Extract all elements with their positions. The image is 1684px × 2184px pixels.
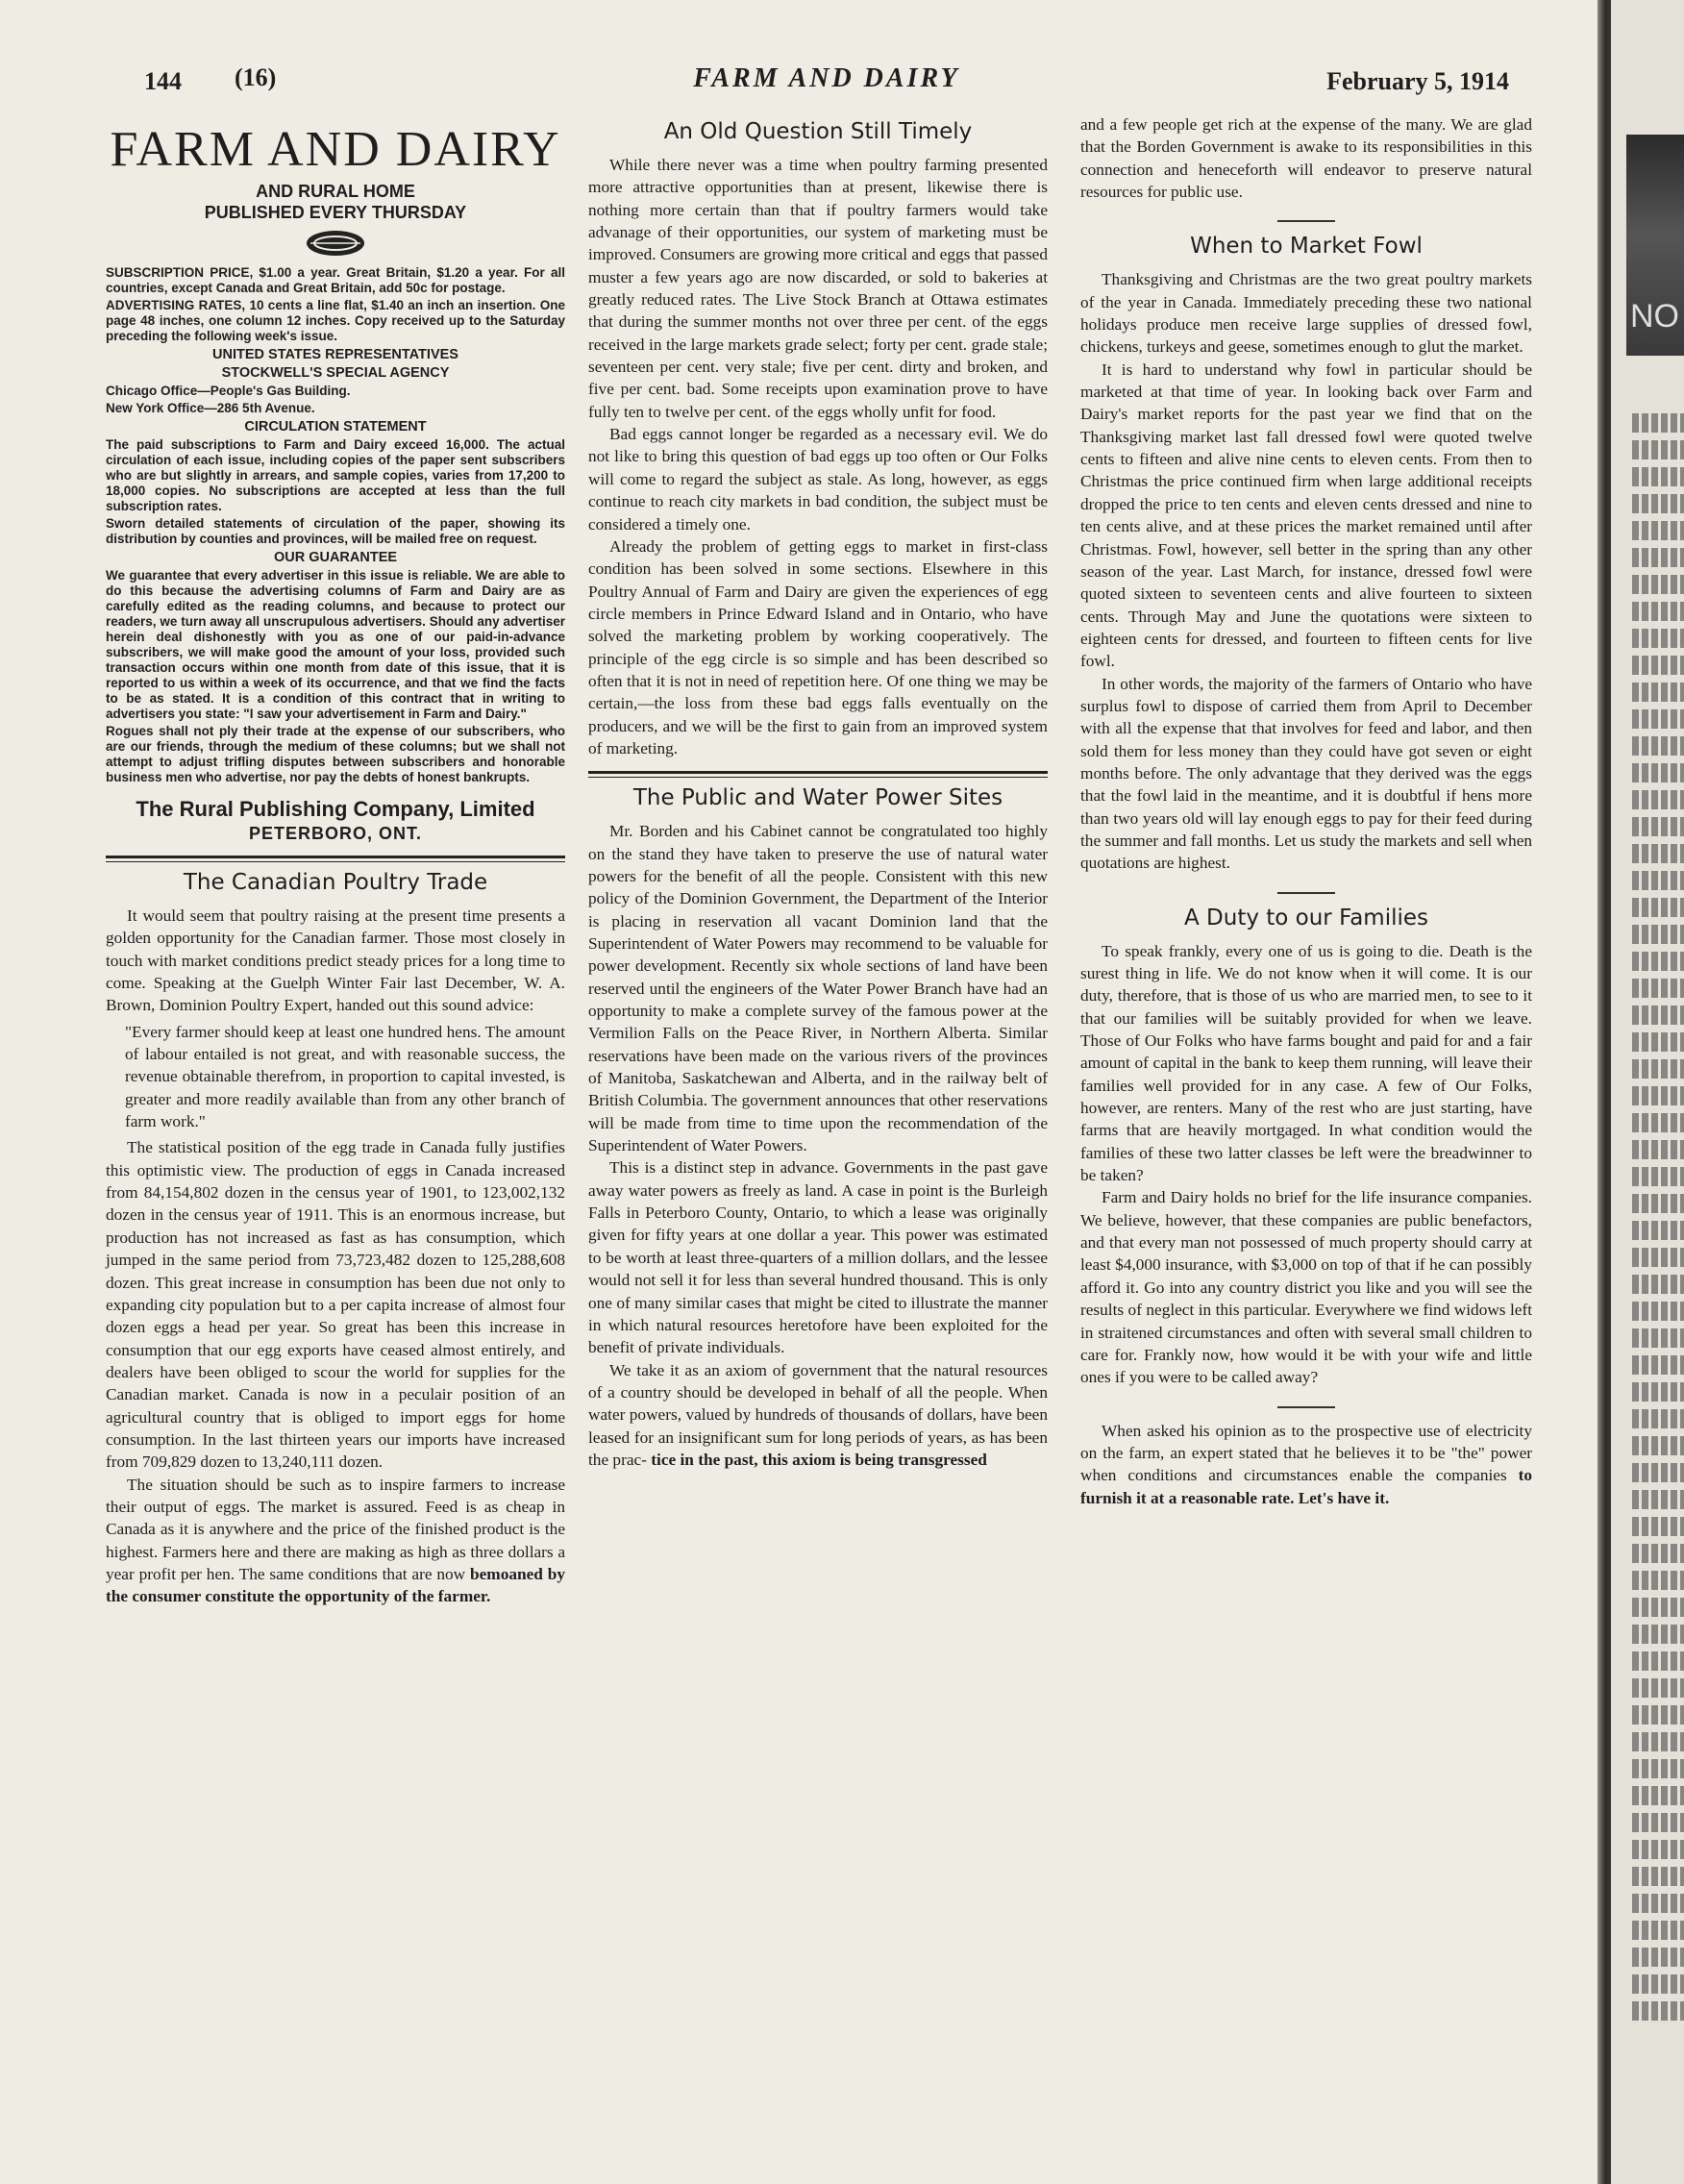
adjacent-text-line bbox=[1632, 494, 1684, 513]
adjacent-text-line bbox=[1632, 1867, 1684, 1886]
issue-date: February 5, 1914 bbox=[1326, 67, 1509, 95]
adjacent-text-line bbox=[1632, 1705, 1684, 1725]
adjacent-text-line bbox=[1632, 682, 1684, 702]
adjacent-text-line bbox=[1632, 952, 1684, 971]
adjacent-text-line bbox=[1632, 1786, 1684, 1805]
adjacent-text-line bbox=[1632, 1625, 1684, 1644]
page-number: 144 bbox=[144, 67, 182, 95]
adjacent-text-line bbox=[1632, 1355, 1684, 1375]
subscription-text: SUBSCRIPTION PRICE, $1.00 a year. Great Britain, $1.20 a year. For all countries, except Canada and Great Britain, add 50c for postage. bbox=[106, 265, 565, 295]
adjacent-text-line bbox=[1632, 979, 1684, 998]
circulation-text-2: Sworn detailed statements of circulation of the paper, showing its distribution by counties and provinces, will be mailed free on request. bbox=[106, 516, 565, 546]
adjacent-text-line bbox=[1632, 548, 1684, 567]
article-text-bold: bemoaned by the consumer constitute the opportunity of the farmer. bbox=[106, 1564, 565, 1606]
adjacent-text-line bbox=[1632, 602, 1684, 621]
adjacent-text-line bbox=[1632, 1302, 1684, 1321]
article-paragraph bbox=[1080, 1420, 1532, 1509]
publisher-name: The Rural Publishing Company, Limited bbox=[136, 797, 535, 821]
adjacent-text-line bbox=[1632, 1328, 1684, 1348]
chicago-office: Chicago Office—People's Gas Building. bbox=[106, 384, 351, 398]
masthead-subtitle: AND RURAL HOME bbox=[256, 182, 415, 201]
adjacent-text-line bbox=[1632, 1463, 1684, 1482]
masthead-title: FARM AND DAIRY bbox=[110, 122, 561, 177]
article-paragraph: Bad eggs cannot longer be regarded as a necessary evil. We do not like to bring this question of bad eggs up too often or Our Folks will come to regard the subject as stale. As long, however, as eggs continue to reach city markets in bad condition, the subject must be considered a timely one. bbox=[588, 425, 1048, 534]
advertising-text: ADVERTISING RATES, 10 cents a line flat, $1.40 an inch an insertion. One page 48 inches, one column 12 inches. Copy received up to the Saturday preceding the following week's issue. bbox=[106, 298, 565, 343]
section-divider bbox=[588, 771, 1048, 778]
article-text: We take it as an axiom of government that the natural resources of a country should be developed in behalf of all the people. When water powers, valued by hundreds of thousands of dollars, have been leased for an insignificant sum for long periods of years, as has been the prac- bbox=[588, 1360, 1048, 1469]
circulation-text-1: The paid subscriptions to Farm and Dairy exceed 16,000. The actual circulation of each issue, including copies of the paper sent subscribers who are but slightly in arrears, and sample copies, varies from 17,200 to 18,000 copies. No subscriptions are accepted at less than the full subscription rates. bbox=[106, 437, 565, 513]
adjacent-text-line bbox=[1632, 440, 1684, 459]
ornament-icon bbox=[106, 229, 565, 258]
short-rule bbox=[1277, 892, 1335, 894]
adjacent-text-line bbox=[1632, 1974, 1684, 1994]
section-divider bbox=[106, 856, 565, 862]
adjacent-text-line bbox=[1632, 817, 1684, 836]
adjacent-page-edge bbox=[1611, 0, 1684, 2184]
adjacent-text-line bbox=[1632, 1894, 1684, 1913]
adjacent-text-line bbox=[1632, 1221, 1684, 1240]
adjacent-text-line bbox=[1632, 790, 1684, 809]
short-rule bbox=[1277, 220, 1335, 222]
adjacent-text-line bbox=[1632, 656, 1684, 675]
adjacent-text-line bbox=[1632, 1140, 1684, 1159]
guarantee-text-1: We guarantee that every advertiser in this issue is reliable. We are able to do this because the advertising columns of Farm and Dairy are as carefully edited as the reading columns, and because to protect our readers, we turn away all unscrupulous advertisers. Should any advertiser herein deal dishonestly with you as one of our paid-in-advance subscribers, we will make good the amount of your loss, provided such transaction occurs within one month from date of this issue, that it is reported to us within a week of its occurrence, and that we find the facts to be as stated. It is a condition of this contract that in writing to advertisers you state: "I saw your advertisement in Farm and Dairy." bbox=[106, 568, 565, 721]
running-title: FARM AND DAIRY bbox=[693, 63, 960, 93]
adjacent-text-line bbox=[1632, 413, 1684, 433]
adjacent-text-line bbox=[1632, 1275, 1684, 1294]
article-paragraph: Mr. Borden and his Cabinet cannot be congratulated too highly on the stand they have taken to preserve the use of natural water powers for the benefit of all the people. Consistent with this new policy of the Dominion Government, the Department of the Interior is placing in reservation all vacant Dominion land that the Superintendent of Water Powers may recommend to be valuable for power development. Recently six whole sections of land have been reserved until the engineers of the Water Power Branch have had an opportunity to make a complete survey of the famous power at the Vermilion Falls on the Peace River, in Northern Alberta. Similar reservations have been made on the various rivers of the provinces of Manitoba, Saskatchewan and Alberta, and in the railway belt of British Columbia. The government announces that other reservations will be made from time to time upon the recommendation of the Superintendent of Water Powers. bbox=[588, 822, 1048, 1155]
article-title-fowl: When to Market Fowl bbox=[1190, 234, 1423, 260]
column-2 bbox=[588, 113, 1048, 1471]
adjacent-text-line bbox=[1632, 1059, 1684, 1079]
adjacent-text-line bbox=[1632, 736, 1684, 756]
adjacent-text-line bbox=[1632, 1436, 1684, 1455]
adjacent-text-line bbox=[1632, 467, 1684, 486]
article-title-question: An Old Question Still Timely bbox=[663, 119, 973, 144]
short-rule bbox=[1277, 1406, 1335, 1408]
circulation-heading: CIRCULATION STATEMENT bbox=[244, 419, 427, 434]
page-gutter bbox=[1597, 0, 1611, 2184]
article-paragraph bbox=[106, 1474, 565, 1608]
publisher-place: PETERBORO, ONT. bbox=[248, 824, 422, 843]
article-paragraph: Already the problem of getting eggs to market in first-class condition has been solved in some sections. Elsewhere in this Poultry Annual of Farm and Dairy are given the experiences of egg circle members in Prince Edward Island and in Ontario, who have solved the marketing problem by working cooperatively. The principle of the egg circle is so simple and has been described so often that it is not in need of repetition here. Of one thing we may be certain,—the loss from these bad eggs falls eventually on the producers, and we will be the first to gain from an improved system of marketing. bbox=[588, 536, 1048, 757]
article-paragraph: Farm and Dairy holds no brief for the life insurance companies. We believe, however, that these companies are public benefactors, and that every man not possessed of much property should carry at least $4,000 insurance, with $3,000 on top of that if he can possibly afford it. Go into any country district you like and you will see the results of neglect in this particular. Everywhere we find widows left in straitened circumstances and often with several small children to care for. Frankly now, how would it be with your wife and little ones if you were to be called away? bbox=[1080, 1188, 1532, 1387]
article-paragraph: It is hard to understand why fowl in particular should be marketed at that time of year. In looking back over Farm and Dairy's market reports for the past year we find that on the Thanksgiving market last fall dressed fowl were quoted twelve cents to fifteen and alive nine cents to eleven cents. From then to Christmas the price continued firm when large additional receipts dropped the price to ten cents and eleven cents dressed and nine to ten cents alive, and at these prices the market remained until after Christmas. Fowl, however, sell better in the spring than any other season of the year. Last March, for instance, dressed fowl were quoted sixteen to seventeen cents and alive fourteen to sixteen cents. Through May and June the quotations were sixteen to eighteen cents for dressed, and fourteen to fifteen cents for live fowl. bbox=[1080, 360, 1532, 671]
article-paragraph: Thanksgiving and Christmas are the two great poultry markets of the year in Canada. Immediately preceding these two national holidays produce men receive large supplies of dressed fowl, chickens, turkeys and geese, sometimes enough to glut the market. bbox=[1080, 270, 1532, 357]
adjacent-text-line bbox=[1632, 1032, 1684, 1052]
article-paragraph: The statistical position of the egg trade in Canada fully justifies this optimistic view. The production of eggs in Canada increased from 84,154,802 dozen in the census year of 1901, to 123,002,132 dozen in the census year of 1911. This is an enormous increase, but production has not increased as fast as has consumption, which jumped in the same period from 73,723,482 dozen to 125,288,608 dozen. This great increase in consumption has been due not only to expanding city population but to a per capita increase of almost four dozen eggs a head per year. So great has been this increase in consumption that our egg exports have ceased almost entirely, and dealers have been obliged to scour the world for supplies for the Canadian market. Canada is now in a peculair position of an agricultural country that is obliged to import eggs for home consumption. In the last thirteen years our imports have increased from 709,829 dozen to 13,240,111 dozen. bbox=[106, 1138, 565, 1472]
page-header bbox=[144, 63, 1509, 102]
adjacent-photo bbox=[1626, 135, 1684, 356]
article-paragraph: This is a distinct step in advance. Governments in the past gave away water powers as freely as land. A case in point is the Burleigh Falls in Peterboro County, Ontario, to which a lease was originally given for fifty years at one dollar a year. This power was estimated to be worth at least three-quarters of a million dollars, and the lessee would not sell it for less than several hundred thousand. This is only one of many similar cases that might be cited to illustrate the manner in which natural resources heretofore have been exploited for the benefit of private individuals. bbox=[588, 1158, 1048, 1357]
adjacent-text-line bbox=[1632, 1921, 1684, 1940]
article-text-bold: tice in the past, this axiom is being transgressed bbox=[651, 1450, 987, 1469]
adjacent-text-line bbox=[1632, 1248, 1684, 1267]
adjacent-text-line bbox=[1632, 2001, 1684, 2021]
adjacent-text-line bbox=[1632, 1759, 1684, 1778]
article-text: The situation should be such as to inspire farmers to increase their output of eggs. The market is assured. Feed is as cheap in Canada as it is anywhere and the price of the finished product is the highest. Farmers here and there are making as high as three dollars a year profit per hen. The same conditions that are now bbox=[106, 1475, 565, 1583]
article-text: When asked his opinion as to the prospective use of electricity on the farm, an expert stated that he believes it to be "the" power when conditions and circumstances enable the companies bbox=[1080, 1421, 1532, 1485]
adjacent-text-line bbox=[1632, 898, 1684, 917]
article-title-poultry: The Canadian Poultry Trade bbox=[183, 870, 488, 895]
article-title-water: The Public and Water Power Sites bbox=[632, 785, 1003, 811]
adjacent-text-line bbox=[1632, 1544, 1684, 1563]
adjacent-text-line bbox=[1632, 925, 1684, 944]
adjacent-text-line bbox=[1632, 1813, 1684, 1832]
adjacent-text-line bbox=[1632, 1840, 1684, 1859]
adjacent-text-line bbox=[1632, 575, 1684, 594]
adjacent-text-line bbox=[1632, 1167, 1684, 1186]
adjacent-text-line bbox=[1632, 1382, 1684, 1402]
article-continuation: and a few people get rich at the expense of the many. We are glad that the Borden Government is awake to its responsibilities in this connection and heneceforth will endeavor to preserve natural resources for public use. bbox=[1080, 115, 1532, 202]
newyork-office: New York Office—286 5th Avenue. bbox=[106, 401, 315, 415]
adjacent-text-line bbox=[1632, 1194, 1684, 1213]
adjacent-text-line bbox=[1632, 1113, 1684, 1132]
adjacent-text-line bbox=[1632, 1490, 1684, 1509]
adjacent-text-line bbox=[1632, 1086, 1684, 1105]
adjacent-text-line bbox=[1632, 1678, 1684, 1698]
adjacent-text-line bbox=[1632, 709, 1684, 729]
issue-number: (16) bbox=[235, 63, 277, 91]
adjacent-text-line bbox=[1632, 1571, 1684, 1590]
adjacent-text-line bbox=[1632, 763, 1684, 782]
guarantee-text-2: Rogues shall not ply their trade at the expense of our subscribers, who are our friends, through the medium of these columns; but we shall not attempt to adjust trifling disputes between subscribers and honorable business men who advertise, nor pay the debts of honest bankrupts. bbox=[106, 724, 565, 784]
adjacent-text-line bbox=[1632, 1005, 1684, 1025]
adjacent-text-line bbox=[1632, 871, 1684, 890]
adjacent-text-line bbox=[1632, 521, 1684, 540]
article-paragraph: To speak frankly, every one of us is going to die. Death is the surest thing in life. We do not know when it will come. It is our duty, therefore, that is those of us who are married men, to see to it that our families will be suitably provided for when we leave. Those of Our Folks who have farms bought and paid for and a fair amount of capital in the bank to keep them running, will leave their families well provided for in any case. A few of Our Folks, however, are renters. Many of the rest who are just starting, have farms that are heavily mortgaged. In what condition would the families of these two latter classes be left were the breadwinner to be taken? bbox=[1080, 941, 1532, 1185]
adjacent-text-lines bbox=[1632, 413, 1684, 2028]
masthead-published: PUBLISHED EVERY THURSDAY bbox=[204, 203, 467, 222]
agency-name: STOCKWELL'S SPECIAL AGENCY bbox=[221, 365, 450, 381]
adjacent-text-line bbox=[1632, 1651, 1684, 1671]
us-reps-heading: UNITED STATES REPRESENTATIVES bbox=[212, 347, 458, 362]
adjacent-text-line bbox=[1632, 1517, 1684, 1536]
adjacent-text-line bbox=[1632, 1732, 1684, 1751]
article-paragraph: While there never was a time when poultry farming presented more attractive opportunities than at present, likewise there is nothing more certain than that if poultry farmers would take advanage of their opportunities, our system of marketing must be improved. Consumers are growing more critical and eggs that passed muster a few years ago are now discarded, or sold to bakeries at greatly reduced rates. The Live Stock Branch at Ottawa estimates that during the summer months not over three per cent. of the eggs received in the large markets grade select; forty per cent. grade stale; seventeen per cent. very stale; five per cent. dirty and broken, and five per cent. bad. Some receipts upon examination prove to have fully ten to twelve per cent. of the eggs wholly unfit for food. bbox=[588, 156, 1048, 421]
adjacent-text-line bbox=[1632, 1409, 1684, 1428]
article-paragraph bbox=[588, 1359, 1048, 1472]
article-text-bold: to furnish it at a reasonable rate. Let's have it. bbox=[1080, 1466, 1532, 1507]
adjacent-text-line bbox=[1632, 844, 1684, 863]
article-quote: "Every farmer should keep at least one hundred hens. The amount of labour entailed is not great, and with reasonable success, the revenue obtainable therefrom, in proportion to capital invested, is greater and more readily available than from any other branch of farm work." bbox=[125, 1022, 565, 1131]
article-paragraph: In other words, the majority of the farmers of Ontario who have surplus fowl to dispose of carried them from April to December with all the expense that that involves for feed and labor, and then sold them for less money than they could have got seven or eight months before. The only advantage that they derived was the eggs that the fowl laid in the meantime, and it is doubtful if hens more than two years old will lay enough eggs to pay for their feed during the summer and fall months. Let us study the markets and sell when quotations are highest. bbox=[1080, 674, 1532, 873]
adjacent-photo-text: NO bbox=[1630, 298, 1679, 335]
guarantee-heading: OUR GUARANTEE bbox=[273, 550, 398, 565]
column-1 bbox=[106, 113, 565, 1608]
article-paragraph: It would seem that poultry raising at the present time presents a golden opportunity for the Canadian farmer. Those most closely in touch with market conditions predict steady prices for a long time to come. Speaking at the Guelph Winter Fair last December, W. A. Brown, Dominion Poultry Expert, handed out this sound advice: bbox=[106, 906, 565, 1015]
article-title-duty: A Duty to our Families bbox=[1183, 905, 1428, 931]
adjacent-text-line bbox=[1632, 1598, 1684, 1617]
publication-info bbox=[106, 265, 565, 785]
adjacent-text-line bbox=[1632, 1948, 1684, 1967]
adjacent-text-line bbox=[1632, 629, 1684, 648]
column-3 bbox=[1080, 113, 1532, 1509]
